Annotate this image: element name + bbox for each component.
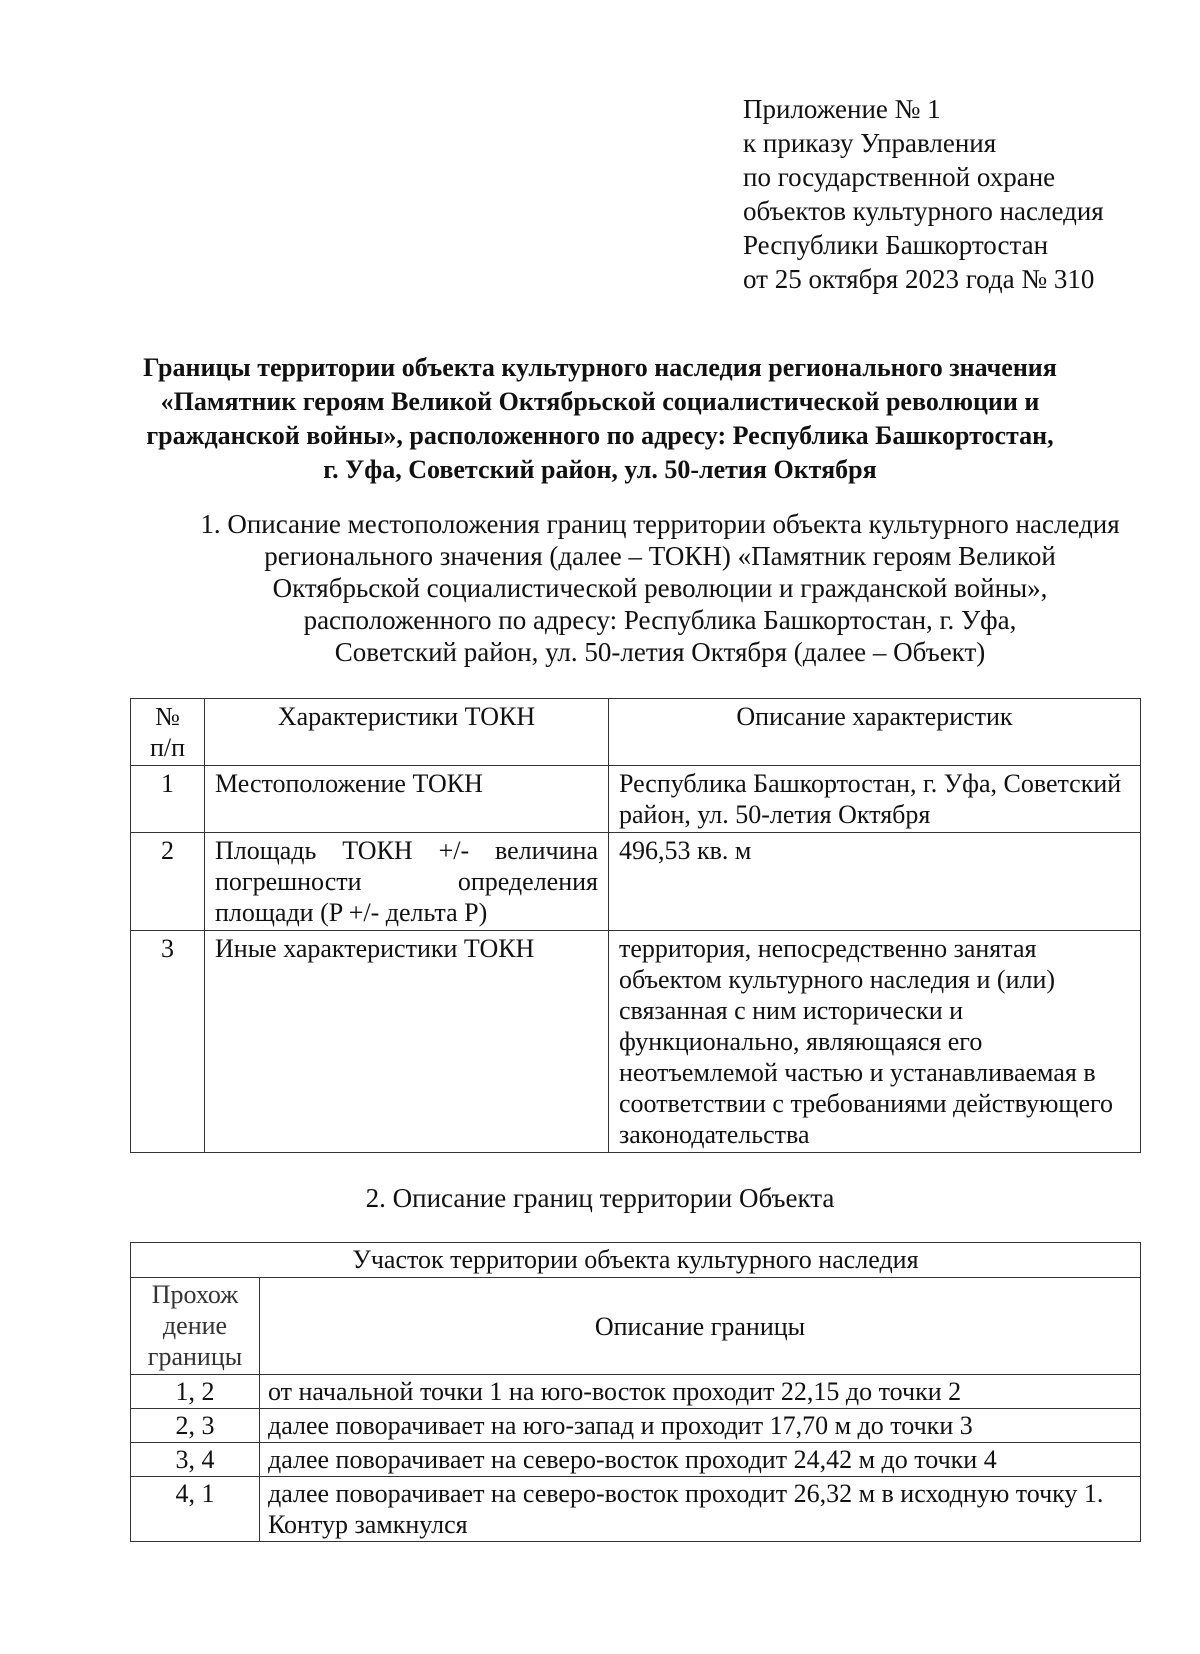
annex-line: объектов культурного наследия	[743, 196, 1104, 226]
title-line: «Памятник героям Великой Октябрьской социалистической революции и	[160, 387, 1040, 416]
header-boundary-description: Описание границы	[260, 1278, 1141, 1375]
table-row	[131, 766, 1141, 833]
row-points: 1, 2	[131, 1375, 260, 1409]
annex-line: от 25 октября 2023 года № 310	[743, 264, 1095, 294]
row-boundary-description: от начальной точки 1 на юго-восток проходит 22,15 до точки 2	[260, 1375, 1141, 1409]
section-2-heading: 2. Описание границ территории Объекта	[365, 1183, 835, 1213]
title-line: гражданской войны», расположенного по адресу: Республика Башкортостан,	[146, 421, 1054, 450]
title-line: Границы территории объекта культурного наследия регионального значения	[143, 353, 1057, 382]
section-1-line: Октябрьской социалистической революции и гражданской войны»,	[272, 573, 1048, 603]
section-1-line: регионального значения (далее – ТОКН) «Памятник героям Великой	[264, 541, 1056, 571]
table-group-header-row	[131, 1243, 1141, 1278]
annex-line: по государственной охране	[743, 162, 1056, 192]
header-number	[131, 699, 205, 766]
section-1-line: Советский район, ул. 50-летия Октября (далее – Объект)	[334, 637, 986, 667]
header-passage-line: границы	[147, 1342, 243, 1371]
annex-line: Республики Башкортостан	[743, 230, 1049, 260]
header-description: Описание характеристик	[609, 699, 1141, 766]
title-line: г. Уфа, Советский район, ул. 50-летия Октября	[323, 455, 877, 484]
section-1-heading	[155, 508, 1165, 668]
annex-block	[743, 92, 1104, 296]
header-number-line: №	[155, 702, 180, 731]
table-header-row	[131, 699, 1141, 766]
row-characteristic-line: Площадь ТОКН +/- величина	[215, 836, 598, 865]
row-description: 496,53 кв. м	[609, 833, 1141, 931]
section-1-line: 1. Описание местоположения границ территории объекта культурного наследия	[200, 509, 1120, 539]
row-points: 4, 1	[131, 1477, 260, 1542]
characteristics-table	[130, 698, 1141, 1153]
row-boundary-description: далее поворачивает на юго-запад и проходит 17,70 м до точки 3	[260, 1409, 1141, 1443]
annex-line: Приложение № 1	[743, 94, 941, 124]
row-characteristic-line: погрешности определения	[215, 867, 598, 896]
boundary-table	[130, 1242, 1141, 1542]
table-header-row	[131, 1278, 1141, 1375]
section-1-line: расположенного по адресу: Республика Башкортостан, г. Уфа,	[303, 605, 1017, 635]
group-header: Участок территории объекта культурного наследия	[131, 1243, 1141, 1278]
table-row	[131, 1443, 1141, 1477]
row-boundary-description: далее поворачивает на северо-восток проходит 26,32 м в исходную точку 1. Контур замкнулся	[260, 1477, 1141, 1542]
row-boundary-description: далее поворачивает на северо-восток проходит 24,42 м до точки 4	[260, 1443, 1141, 1477]
header-passage	[131, 1278, 260, 1375]
row-characteristic-line: площади (P +/- дельта P)	[215, 898, 488, 927]
table-row	[131, 1477, 1141, 1542]
row-description: Республика Башкортостан, г. Уфа, Советский район, ул. 50-летия Октября	[609, 766, 1141, 833]
header-passage-line: Прохож	[151, 1280, 239, 1309]
table-row	[131, 833, 1141, 931]
document-title	[100, 351, 1100, 487]
row-number: 1	[131, 766, 205, 833]
row-characteristic	[205, 833, 609, 931]
table-row	[131, 1409, 1141, 1443]
row-number: 3	[131, 931, 205, 1153]
header-characteristic: Характеристики ТОКН	[205, 699, 609, 766]
table-row	[131, 1375, 1141, 1409]
row-characteristic: Местоположение ТОКН	[205, 766, 609, 833]
row-number: 2	[131, 833, 205, 931]
header-number-line: п/п	[149, 733, 186, 762]
row-description: территория, непосредственно занятая объектом культурного наследия и (или) связанная с ним исторически и функционально, являющаяся его неотъемлемой частью и устанавливаемая в соответствии с требованиями действующего законодательства	[609, 931, 1141, 1153]
table-row	[131, 931, 1141, 1153]
annex-line: к приказу Управления	[743, 128, 997, 158]
row-points: 2, 3	[131, 1409, 260, 1443]
header-passage-line: дение	[162, 1311, 228, 1340]
row-characteristic: Иные характеристики ТОКН	[205, 931, 609, 1153]
row-points: 3, 4	[131, 1443, 260, 1477]
